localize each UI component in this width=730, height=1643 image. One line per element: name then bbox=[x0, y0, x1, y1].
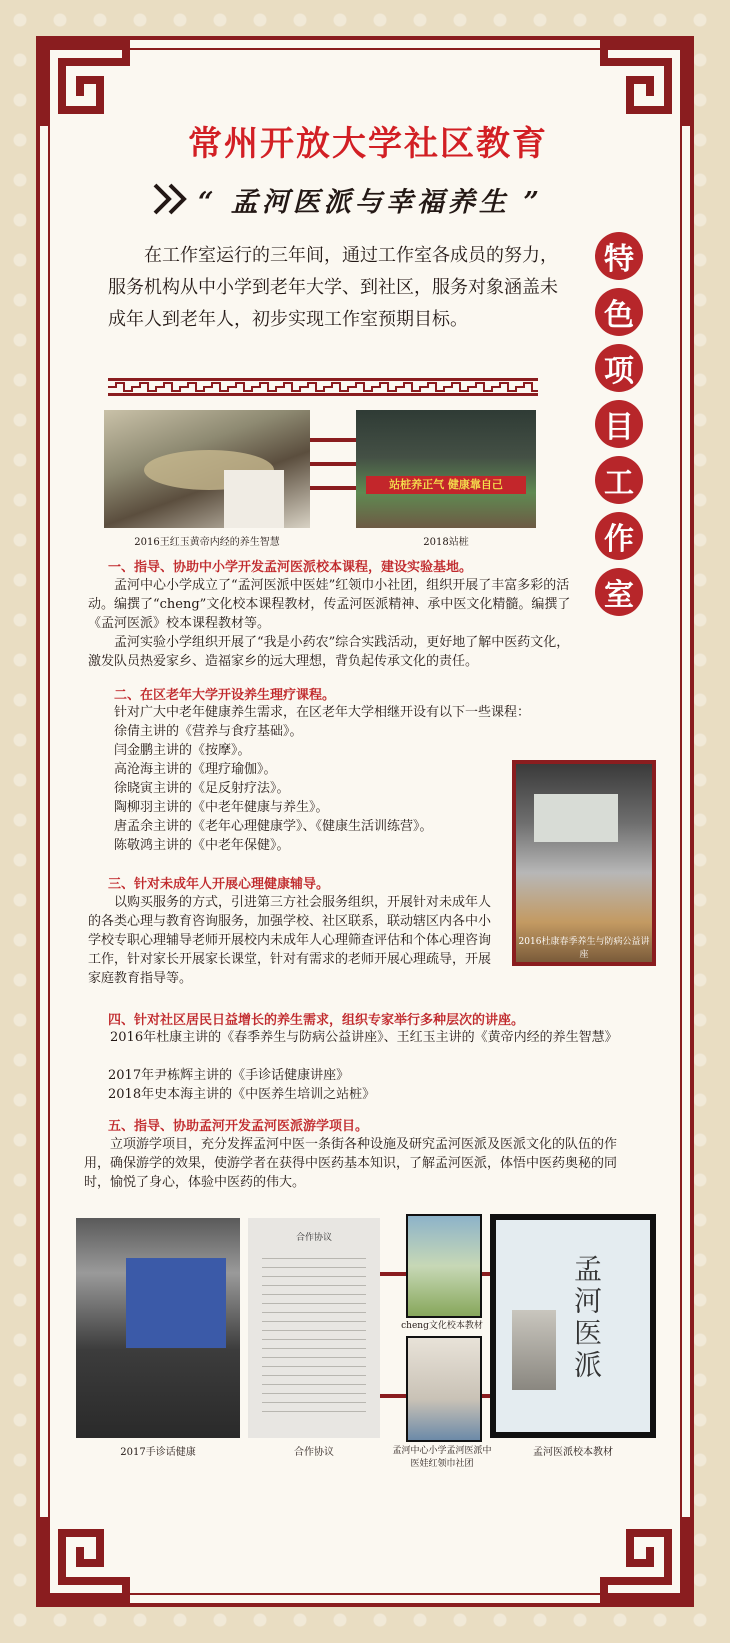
section-heading: 四、针对社区居民日益增长的养生需求，组织专家举行多种层次的讲座。 bbox=[108, 1013, 525, 1028]
connector-line bbox=[380, 1272, 406, 1276]
course-list bbox=[114, 703, 564, 855]
photo-caption: 2018站桩 bbox=[423, 537, 469, 548]
document-title: 合作协议 bbox=[295, 1233, 332, 1243]
list-item: 陈敬鸿主讲的《中老年保健》。 bbox=[114, 838, 290, 853]
corner-ornament-top-left bbox=[40, 40, 130, 130]
photo-cheng-textbook bbox=[406, 1214, 482, 1318]
photo-hand-diagnosis-lecture bbox=[76, 1218, 240, 1438]
photo-caption: 孟河医派校本教材 bbox=[533, 1447, 613, 1458]
section-paragraph: 以购买服务的方式，引进第三方社会服务组织，开展针对未成年人的各类心理与教育咨询服务，加强学校、社区联系，联动辖区内各中小学校专职心理辅导老师开展校内未成年人心理筛查评估和个体心理咨询工作，针对家长开展家长课堂，针对有需求的老师开展心理疏导，开展家庭教育指导等。 bbox=[88, 895, 492, 986]
subtitle: “ 孟河医派与幸福养生 ” bbox=[198, 187, 543, 218]
badge-char: 作 bbox=[595, 512, 643, 560]
list-item: 徐倩主讲的《营养与食疗基础》。 bbox=[114, 724, 303, 739]
list-item: 2018年史本海主讲的《中医养生培训之站桩》 bbox=[108, 1087, 376, 1102]
photo-lecture-meeting bbox=[104, 410, 310, 528]
section-paragraph: 立项游学项目，充分发挥孟河中医一条街各种设施及研究孟河医派及医派文化的队伍的作用，确保游学的效果，使游学者在获得中医药基本知识，了解孟河医派，体悟中医药奥秘的同时，愉悦了身心，体验中医药的伟大。 bbox=[84, 1137, 618, 1190]
connector-line bbox=[310, 462, 356, 466]
list-item: 徐晓寅主讲的《足反射疗法》。 bbox=[114, 781, 290, 796]
fret-divider bbox=[108, 378, 538, 396]
section-body bbox=[84, 1028, 632, 1047]
badge-char: 色 bbox=[595, 288, 643, 336]
list-item: 高沧海主讲的《理疗瑜伽》。 bbox=[114, 762, 277, 777]
feature-badge-column bbox=[595, 232, 647, 624]
section-paragraph: 孟河中心小学成立了“孟河医派中医娃”红领巾小社团，组织开展了丰富多彩的活动。编撰了“cheng”文化校本课程教材，传孟河医派精神、承中医文化精髓。编撰了《孟河医派》校本课程教材等。 bbox=[88, 578, 571, 631]
photo-standing-exercise bbox=[356, 410, 536, 528]
photo-caption: 合作协议 bbox=[294, 1447, 334, 1458]
section-heading: 二、在区老年大学开设养生理疗课程。 bbox=[114, 688, 336, 703]
list-item: 陶柳羽主讲的《中老年健康与养生》。 bbox=[114, 800, 329, 815]
photo-student-club bbox=[406, 1336, 482, 1442]
photo-cooperation-agreement bbox=[248, 1218, 380, 1438]
connector-line bbox=[310, 438, 356, 442]
intro-paragraph: 在工作室运行的三年间，通过工作室各成员的努力，服务机构从中小学到老年大学、到社区，服务对象涵盖未成年人到老年人，初步实现工作室预期目标。 bbox=[108, 245, 558, 330]
badge-char: 特 bbox=[595, 232, 643, 280]
connector-line bbox=[380, 1394, 406, 1398]
photo-spring-health-lecture bbox=[512, 760, 656, 966]
section-paragraph: 孟河实验小学组织开展了“我是小药农”综合实践活动，更好地了解中医药文化，激发队员热爱家乡、造福家乡的远大理想，背负起传承文化的责任。 bbox=[88, 635, 570, 669]
section-heading: 一、指导、协助中小学开发孟河医派校本课程，建设实验基地。 bbox=[108, 560, 473, 575]
corner-ornament-bottom-right bbox=[600, 1513, 690, 1603]
book-title: 孟河医派 bbox=[570, 1254, 603, 1382]
corner-ornament-bottom-left bbox=[40, 1513, 130, 1603]
corner-ornament-top-right bbox=[600, 40, 690, 130]
section-heading: 三、针对未成年人开展心理健康辅导。 bbox=[108, 877, 330, 892]
photo-caption: cheng文化校本教材 bbox=[401, 1321, 483, 1331]
badge-char: 工 bbox=[595, 456, 643, 504]
list-item: 闫金鹏主讲的《按摩》。 bbox=[114, 743, 251, 758]
section-paragraph: 2016年杜康主讲的《春季养生与防病公益讲座》、王红玉主讲的《黄帝内经的养生智慧》 bbox=[110, 1030, 618, 1045]
list-item: 唐孟余主讲的《老年心理健康学》、《健康生活训练营》。 bbox=[114, 819, 433, 834]
badge-char: 目 bbox=[595, 400, 643, 448]
subtitle-row bbox=[152, 178, 672, 222]
section-heading: 五、指导、协助孟河开发孟河医派游学项目。 bbox=[108, 1119, 369, 1134]
lecture-list bbox=[108, 1066, 528, 1104]
photo-menghe-textbook bbox=[490, 1214, 656, 1438]
page-title: 常州开放大学社区教育 bbox=[188, 124, 548, 164]
photo-caption: 2016杜康春季养生与防病公益讲座 bbox=[518, 937, 650, 960]
double-chevron-icon bbox=[152, 182, 192, 216]
connector-line bbox=[310, 486, 356, 490]
photo-caption: 孟河中心小学孟河医派中医娃红领巾社团 bbox=[392, 1446, 492, 1469]
badge-char: 项 bbox=[595, 344, 643, 392]
section-body bbox=[88, 893, 500, 988]
list-item: 2017年尹栋辉主讲的《手诊话健康讲座》 bbox=[108, 1068, 350, 1083]
section-body bbox=[88, 576, 572, 671]
photo-caption: 2016王红玉黄帝内经的养生智慧 bbox=[134, 537, 280, 548]
photo-caption: 2017手诊话健康 bbox=[120, 1447, 196, 1458]
badge-char: 室 bbox=[595, 568, 643, 616]
section-body bbox=[84, 1135, 632, 1192]
photo-banner: 站桩养正气 健康靠自己 bbox=[366, 476, 526, 494]
list-intro: 针对广大中老年健康养生需求，在区老年大学相继开设有以下一些课程： bbox=[114, 705, 531, 720]
